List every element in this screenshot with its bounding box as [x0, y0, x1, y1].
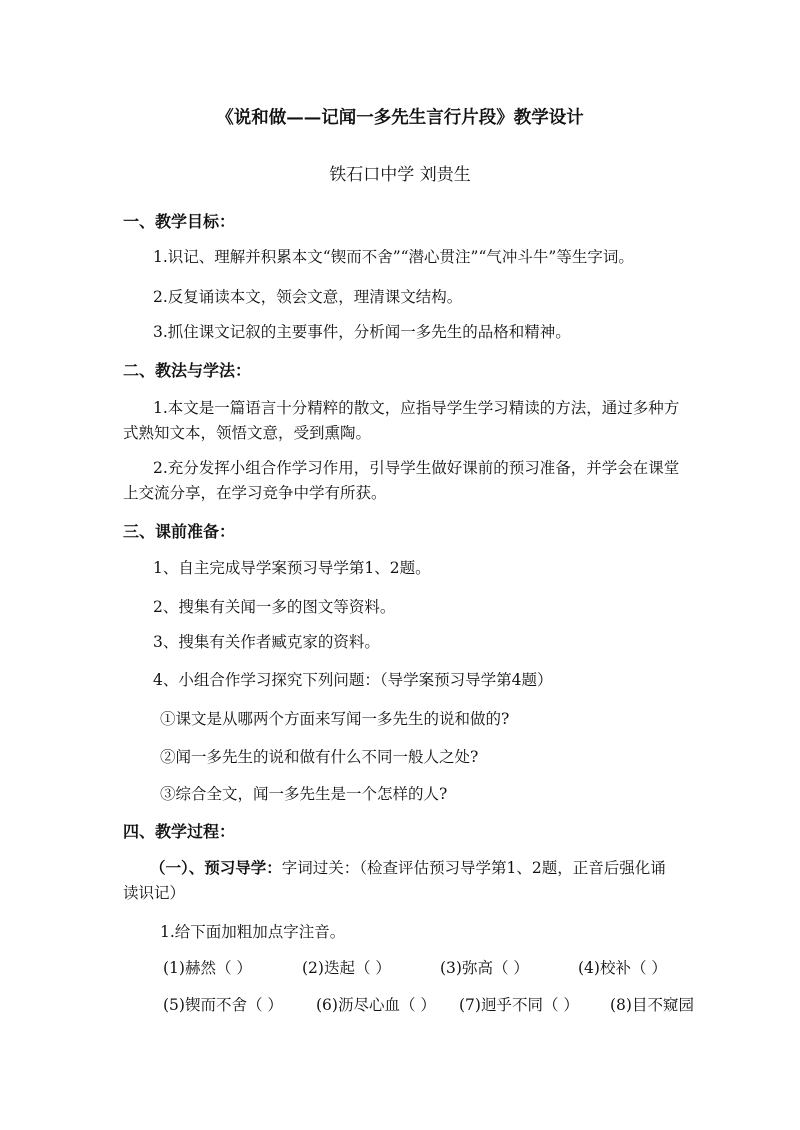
exercise-instruction: 1.给下面加粗加点字注音。 — [160, 923, 346, 941]
section-heading-methods: 二、教法与学法： — [123, 361, 252, 380]
exercise-blank: (6)沥尽心血（ ） — [316, 996, 436, 1014]
objective-item: 3.抓住课文记叙的主要事件，分析闻一多先生的品格和精神。 — [153, 323, 571, 341]
exercise-blank: (3)弥高（ ） — [440, 959, 529, 977]
preview-guide-text: 字词过关：（检查评估预习导学第1、2题，正音后强化诵 — [281, 859, 666, 877]
preview-guide-line-2: 读识记） — [123, 884, 186, 902]
objective-item: 2.反复诵读本文，领会文意，理清课文结构。 — [153, 288, 463, 306]
exercise-blank: (7)迥乎不同（ ） — [459, 996, 579, 1014]
preparation-item: 1、自主完成导学案预习导学第1、2题。 — [153, 559, 431, 577]
section-heading-objectives: 一、教学目标： — [123, 212, 236, 231]
method-paragraph-1-line-2: 式熟知文本，领悟文意，受到熏陶。 — [123, 424, 372, 442]
method-paragraph-1-line-1: 1.本文是一篇语言十分精粹的散文，应指导学生学习精读的方法，通过多种方 — [153, 399, 680, 417]
preview-guide-line-1 — [150, 858, 666, 878]
preparation-item: 2、搜集有关闻一多的图文等资料。 — [153, 598, 396, 616]
exercise-blank: (2)迭起（ ） — [302, 959, 391, 977]
preparation-item: 3、搜集有关作者臧克家的资料。 — [153, 633, 380, 651]
document-title: 《说和做——记闻一多先生言行片段》教学设计 — [216, 108, 584, 128]
inquiry-question: ②闻一多先生的说和做有什么不同一般人之处? — [160, 748, 479, 766]
section-heading-preparation: 三、课前准备： — [123, 522, 236, 541]
exercise-blank: (8)目不窥园 — [610, 996, 694, 1014]
objective-item: 1.识记、理解并积累本文“锲而不舍”“潜心贯注”“气冲斗牛”等生字词。 — [153, 248, 634, 266]
exercise-blank: (4)校补（ ） — [578, 959, 667, 977]
method-paragraph-2-line-1: 2.充分发挥小组合作学习作用，引导学生做好课前的预习准备，并学会在课堂 — [153, 459, 680, 477]
preparation-item: 4、小组合作学习探究下列问题：（导学案预习导学第4题） — [153, 671, 553, 689]
exercise-blank: (5)锲而不舍（ ） — [163, 996, 283, 1014]
method-paragraph-2-line-2: 上交流分享，在学习竞争中学有所获。 — [123, 484, 387, 502]
section-heading-process: 四、教学过程： — [123, 822, 236, 841]
exercise-blank: (1)赫然（ ） — [163, 959, 252, 977]
inquiry-question: ③综合全文，闻一多先生是一个怎样的人? — [160, 785, 448, 803]
preview-guide-label: （一）、预习导学： — [150, 858, 282, 877]
inquiry-question: ①课文是从哪两个方面来写闻一多先生的说和做的? — [160, 710, 510, 728]
author-line: 铁石口中学 刘贵生 — [329, 165, 471, 185]
